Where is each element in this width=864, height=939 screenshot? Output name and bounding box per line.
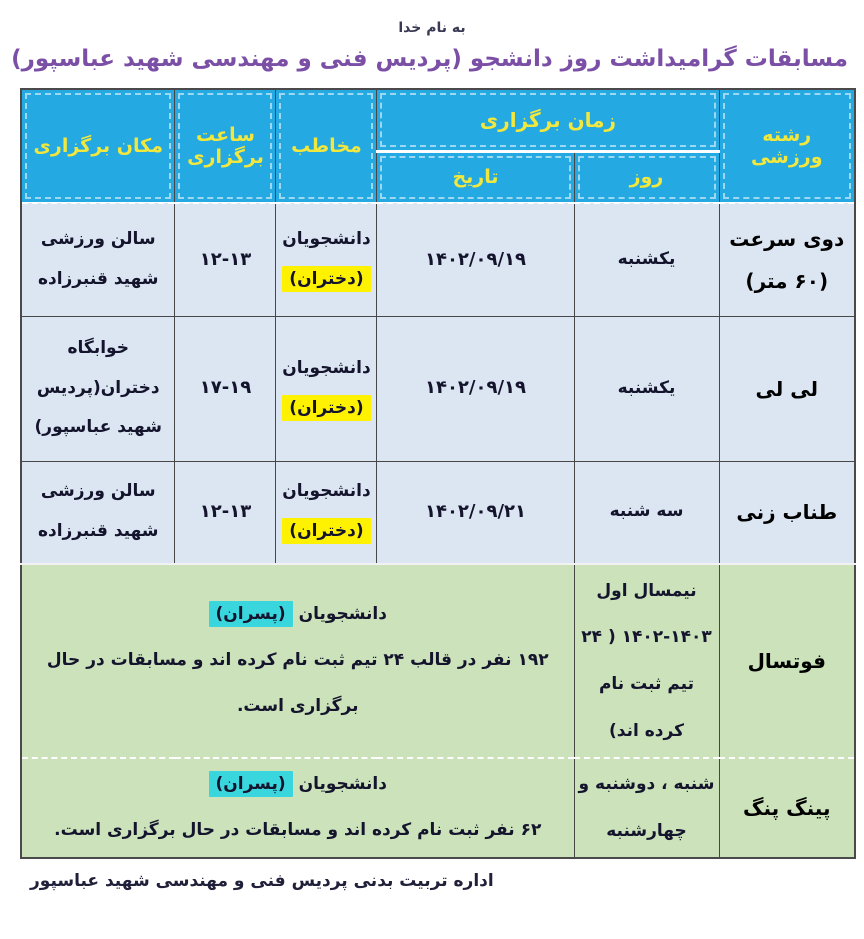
table-row-rope <box>21 461 855 564</box>
table-header <box>21 89 855 203</box>
location-cell: خوابگاه دختران(پردیس شهید عباسپور) <box>21 316 175 461</box>
sport-cell: طناب زنی <box>719 461 855 564</box>
hour-cell: ۱۲-۱۳ <box>175 203 276 316</box>
audience-main-text: دانشجویان <box>282 228 371 249</box>
header-day: روز <box>574 151 719 203</box>
audience-cell <box>276 316 377 461</box>
sport-cell: پینگ پنگ <box>719 758 855 858</box>
competition-schedule-table <box>20 88 856 859</box>
audience-main-text: دانشجویان <box>282 481 371 502</box>
registration-details-text: ۶۲ نفر ثبت نام کرده اند و مسابقات در حال برگزاری است. <box>54 819 542 840</box>
girls-highlight: (دختران) <box>282 395 370 421</box>
table-row-sprint <box>21 203 855 316</box>
location-cell: سالن ورزشی شهید قنبرزاده <box>21 461 175 564</box>
header-hour: ساعت برگزاری <box>175 89 276 203</box>
boys-highlight: (پسران) <box>209 771 293 797</box>
sport-cell: لی لی <box>719 316 855 461</box>
details-cell <box>21 564 574 758</box>
day-cell: یکشنبه <box>574 316 719 461</box>
audience-cell <box>276 203 377 316</box>
details-cell <box>21 758 574 858</box>
day-cell: سه شنبه <box>574 461 719 564</box>
page-title: مسابقات گرامیداشت روز دانشجو (پردیس فنی و مهندسی شهید عباسپور) <box>11 46 848 72</box>
location-cell: سالن ورزشی شهید قنبرزاده <box>21 203 175 316</box>
hour-cell: ۱۷-۱۹ <box>175 316 276 461</box>
footer-text: اداره تربیت بدنی پردیس فنی و مهندسی شهید عباسپور <box>30 870 494 891</box>
table-row-pingpong <box>21 758 855 858</box>
day-cell: یکشنبه <box>574 203 719 316</box>
sport-cell: فوتسال <box>719 564 855 758</box>
girls-highlight: (دختران) <box>282 518 370 544</box>
hour-cell: ۱۲-۱۳ <box>175 461 276 564</box>
header-time-group: زمان برگزاری <box>377 89 719 151</box>
table-row-leyli <box>21 316 855 461</box>
day-note-cell: شنبه ، دوشنبه و چهارشنبه <box>574 758 719 858</box>
date-cell: ۱۴۰۲/۰۹/۲۱ <box>377 461 574 564</box>
boys-highlight: (پسران) <box>209 601 293 627</box>
header-audience: مخاطب <box>276 89 377 203</box>
sport-cell: دوی سرعت (۶۰ متر) <box>719 203 855 316</box>
audience-main-text: دانشجویان <box>298 604 387 625</box>
date-cell: ۱۴۰۲/۰۹/۱۹ <box>377 203 574 316</box>
audience-cell <box>276 461 377 564</box>
audience-main-text: دانشجویان <box>282 357 371 378</box>
header-date: تاریخ <box>377 151 574 203</box>
bismillah-text: به نام خدا <box>398 20 466 36</box>
header-sport: رشته ورزشی <box>719 89 855 203</box>
registration-details-text: ۱۹۲ نفر در قالب ۲۴ تیم ثبت نام کرده اند و مسابقات در حال برگزاری است. <box>46 650 549 716</box>
date-cell: ۱۴۰۲/۰۹/۱۹ <box>377 316 574 461</box>
girls-highlight: (دختران) <box>282 266 370 292</box>
day-note-cell: نیمسال اول ۱۴۰۳-۱۴۰۲ ( ۲۴ تیم ثبت نام کرده اند) <box>574 564 719 758</box>
header-location: مکان برگزاری <box>21 89 175 203</box>
table-row-futsal <box>21 564 855 758</box>
audience-main-text: دانشجویان <box>298 773 387 794</box>
